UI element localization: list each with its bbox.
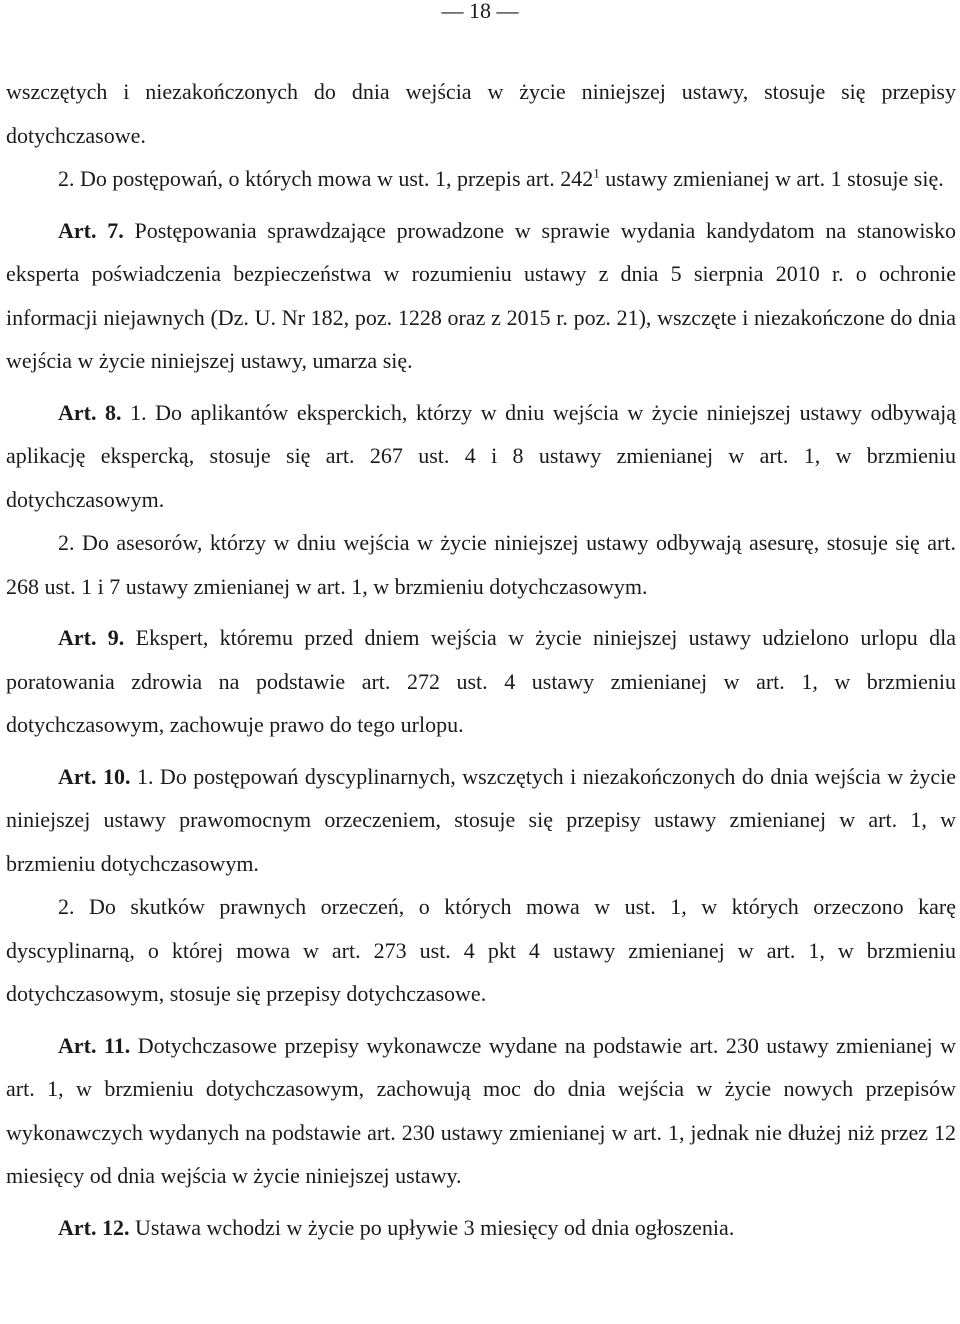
article-label: Art. 9. [58,625,125,650]
paragraph-continuation [6,70,956,157]
article-text: Dotychczasowe przepisy wykonawcze wydane na podstawie art. 230 ustawy zmienianej w art. 1, w brzmieniu dotychczasowym, zachowują moc do dnia wejścia w życie nowych przepisów wykonawczych wydanych na podstawie art. 230 ustawy zmienianej w art. 1, jednak nie dłużej niż przez 12 miesięcy od dnia wejścia w życie niniejszej ustawy. [6,1032,956,1188]
page-number: — 18 — [441,0,519,23]
article-12 [6,1206,956,1250]
article-label: Art. 12. [58,1214,130,1240]
article-text: Ustawa wchodzi w życie po upływie 3 miesięcy od dnia ogłoszenia. [129,1214,735,1240]
article-label: Art. 7. [58,217,124,243]
article-text: 2. Do asesorów, którzy w dniu wejścia w życie niniejszej ustawy odbywają asesurę, stosuje się art. 268 ust. 1 i 7 ustawy zmienianej w art. 1, w brzmieniu dotychczasowym. [6,530,956,599]
article-8 [6,391,956,522]
article-text: 1. Do postępowań dyscyplinarnych, wszczętych i niezakończonych do dnia wejścia w życie niniejszej ustawy prawomocnym orzeczeniem, stosuje się przepisy ustawy zmienianej w art. 1, w brzmieniu dotychczasowym. [6,763,956,876]
document-body [6,70,956,1249]
paragraph-2 [6,157,956,201]
article-label: Art. 8. [58,399,122,425]
article-label: Art. 11. [58,1032,131,1058]
article-10-section-2 [6,885,956,1016]
paragraph-text: 2. Do postępowań, o których mowa w ust. 1, przepis art. 242 [58,166,594,191]
article-text: 2. Do skutków prawnych orzeczeń, o których mowa w ust. 1, w których orzeczono karę dyscyplinarną, o której mowa w art. 273 ust. 4 pkt 4 ustawy zmienianej w art. 1, w brzmieniu dotychczasowym, stosuje się przepisy dotychczasowe. [6,894,956,1006]
superscript: 1 [593,165,600,181]
article-text: Ekspert, któremu przed dniem wejścia w życie niniejszej ustawy udzielono urlopu dla poratowania zdrowia na podstawie art. 272 ust. 4 ustawy zmienianej w art. 1, w brzmieniu dotychczasowym, zachowuje prawo do tego urlopu. [6,625,957,737]
article-text: 1. Do aplikantów eksperckich, którzy w dniu wejścia w życie niniejszej ustawy odbywają aplikację ekspercką, stosuje się art. 267 ust. 4 i 8 ustawy zmienianej w art. 1, w brzmieniu dotychczasowym. [6,399,956,512]
article-9 [6,616,956,747]
paragraph-text: ustawy zmienianej w art. 1 stosuje się. [599,166,944,191]
article-8-section-2 [6,521,956,608]
article-label: Art. 10. [58,763,131,789]
paragraph-text: wszczętych i niezakończonych do dnia wejścia w życie niniejszej ustawy, stosuje się przepisy dotychczasowe. [6,79,956,148]
article-7 [6,209,956,383]
article-text: Postępowania sprawdzające prowadzone w sprawie wydania kandydatom na stanowisko eksperta poświadczenia bezpieczeństwa w rozumieniu ustawy z dnia 5 sierpnia 2010 r. o ochronie informacji niejawnych (Dz. U. Nr 182, poz. 1228 oraz z 2015 r. poz. 21), wszczęte i niezakończone do dnia wejścia w życie niniejszej ustawy, umarza się. [6,217,956,373]
article-10 [6,755,956,886]
article-11 [6,1024,956,1198]
